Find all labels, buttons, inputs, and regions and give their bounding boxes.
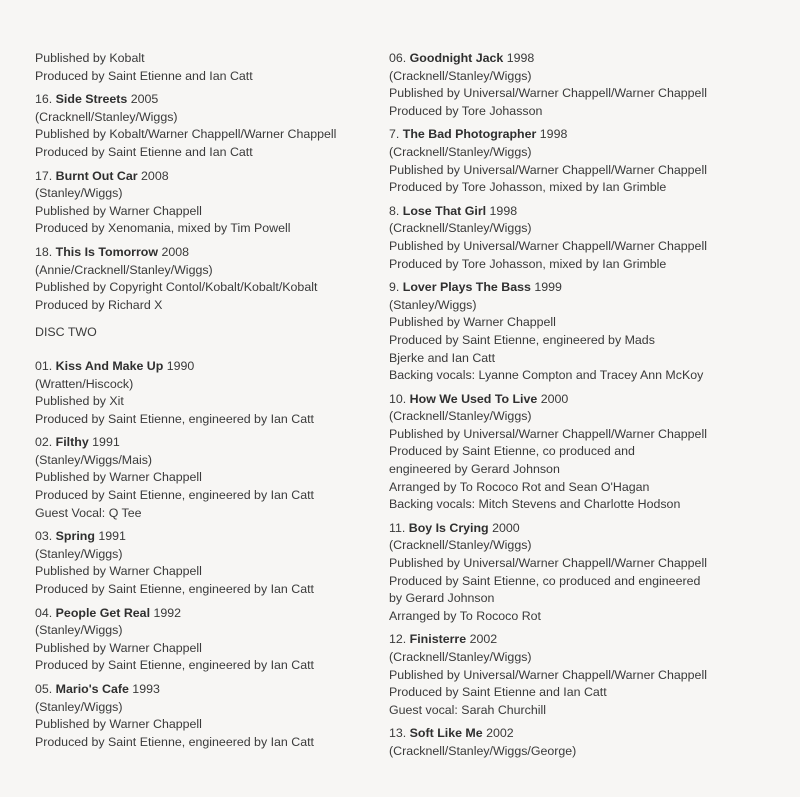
disc-two-heading: DISC TWO xyxy=(35,325,97,340)
track-title: Boy Is Crying xyxy=(408,520,489,535)
left-column xyxy=(35,50,336,751)
credit-line: (Cracknell/Stanley/Wiggs) xyxy=(389,409,532,424)
track-title: This Is Tomorrow xyxy=(55,244,159,259)
track-heading xyxy=(389,203,707,221)
credit-line: Published by Universal/Warner Chappell/Warner Chappell xyxy=(389,667,707,682)
track-heading xyxy=(35,681,336,699)
credit-line: (Cracknell/Stanley/Wiggs) xyxy=(389,144,532,159)
credit-line: Produced by Tore Johasson, mixed by Ian Grimble xyxy=(389,256,667,271)
track-title: People Get Real xyxy=(55,605,151,620)
track-title: Side Streets xyxy=(55,92,128,107)
track-year: 1992 xyxy=(150,605,182,620)
track-title: Mario's Cafe xyxy=(55,682,129,696)
track-entry xyxy=(35,528,336,598)
track-entry xyxy=(389,631,707,719)
credit-line: Backing vocals: Lyanne Compton and Tracey Ann McKoy xyxy=(389,368,704,383)
track-title: Soft Like Me xyxy=(409,726,483,741)
credit-line: Published by Warner Chappell xyxy=(35,203,202,218)
track-year: 2005 xyxy=(127,92,159,107)
credit-line: (Stanley/Wiggs) xyxy=(35,699,123,714)
track-heading xyxy=(389,631,707,649)
track-heading xyxy=(389,279,707,297)
track-heading xyxy=(35,528,336,546)
track-entry xyxy=(35,244,336,314)
credit-line: (Cracknell/Stanley/Wiggs) xyxy=(389,538,532,553)
track-title: Filthy xyxy=(55,435,89,450)
track-number: 9. xyxy=(389,280,403,295)
credit-line: Published by Warner Chappell xyxy=(389,315,556,330)
track-number: 02. xyxy=(35,435,56,450)
track-heading xyxy=(389,391,707,409)
credit-line: Produced by Tore Johasson xyxy=(389,103,543,118)
credit-line: (Cracknell/Stanley/Wiggs) xyxy=(389,650,532,664)
credit-line: (Stanley/Wiggs) xyxy=(35,546,123,561)
credit-line: Guest Vocal: Q Tee xyxy=(35,505,142,520)
track-list-disc-two-right xyxy=(389,50,707,761)
credit-line: Published by Warner Chappell xyxy=(35,640,202,655)
track-title: Finisterre xyxy=(409,632,467,647)
track-year: 2008 xyxy=(137,168,169,183)
credit-line: (Cracknell/Stanley/Wiggs) xyxy=(389,68,532,83)
credit-line: Published by Kobalt/Warner Chappell/Warner Chappell xyxy=(35,127,337,142)
track-year: 2000 xyxy=(537,391,569,406)
track-entry xyxy=(35,168,336,238)
track-number: 8. xyxy=(389,203,403,218)
credit-line: (Wratten/Hiscock) xyxy=(35,376,134,391)
credit-line: Published by Universal/Warner Chappell/Warner Chappell xyxy=(389,86,707,101)
track-number: 06. xyxy=(389,51,410,65)
track-number: 04. xyxy=(35,605,56,620)
track-year: 1993 xyxy=(128,682,160,696)
track-number: 13. xyxy=(389,726,410,741)
track-year: 1999 xyxy=(530,280,562,295)
track-number: 05. xyxy=(35,682,56,696)
credit-line: Published by Warner Chappell xyxy=(35,470,202,485)
track-list-disc-two-left xyxy=(35,358,336,751)
track-entry xyxy=(389,203,707,273)
credit-line: (Cracknell/Stanley/Wiggs/George) xyxy=(389,743,577,758)
credit-line: Produced by Saint Etienne, co produced and engineered xyxy=(389,573,701,588)
credit-line: Produced by Saint Etienne, engineered by Ian Catt xyxy=(35,582,314,597)
track-year: 1998 xyxy=(536,127,568,142)
track-title: Lose That Girl xyxy=(402,203,487,218)
credit-line: Produced by Saint Etienne, engineered by Ian Catt xyxy=(35,734,314,749)
track-heading xyxy=(35,434,336,452)
track-number: 16. xyxy=(35,92,56,107)
track-year: 1998 xyxy=(486,203,518,218)
credit-line: (Stanley/Wiggs) xyxy=(35,623,123,638)
track-entry xyxy=(389,279,707,385)
credit-line: Produced by Saint Etienne and Ian Catt xyxy=(389,685,607,700)
track-title: How We Used To Live xyxy=(409,391,538,406)
track-entry xyxy=(389,391,707,514)
track-entry xyxy=(35,605,336,675)
track-year: 2008 xyxy=(158,244,190,259)
credit-line: Produced by Saint Etienne and Ian Catt xyxy=(35,68,253,83)
credit-line: Arranged by To Rococo Rot xyxy=(389,608,541,623)
credit-line: Arranged by To Rococo Rot and Sean O'Hagan xyxy=(389,479,650,494)
credit-line: Guest vocal: Sarah Churchill xyxy=(389,702,547,717)
track-entry xyxy=(35,434,336,522)
track-year: 1998 xyxy=(503,51,535,65)
credit-line: Produced by Richard X xyxy=(35,297,163,312)
track-year: 1991 xyxy=(94,529,126,544)
track-number: 01. xyxy=(35,358,56,373)
credit-line: (Cracknell/Stanley/Wiggs) xyxy=(35,109,178,124)
track-year: 1990 xyxy=(163,358,195,373)
credit-line: (Stanley/Wiggs) xyxy=(389,297,477,312)
credit-line: Produced by Saint Etienne, co produced and xyxy=(389,444,635,459)
track-title: Lover Plays The Bass xyxy=(402,280,531,295)
track-heading xyxy=(35,358,336,376)
credit-line: Published by Universal/Warner Chappell/Warner Chappell xyxy=(389,556,707,571)
track-year: 2002 xyxy=(482,726,514,741)
track-entry xyxy=(389,50,707,120)
track-title: The Bad Photographer xyxy=(402,127,537,142)
track-entry xyxy=(35,91,336,161)
track-entry xyxy=(35,681,336,751)
track-heading xyxy=(389,126,707,144)
track-heading xyxy=(389,520,707,538)
credit-line: Produced by Saint Etienne, engineered by Ian Catt xyxy=(35,658,314,673)
track-heading xyxy=(35,605,336,623)
credit-line: (Cracknell/Stanley/Wiggs) xyxy=(389,221,532,236)
track-number: 17. xyxy=(35,168,56,183)
credit-line: Published by Copyright Contol/Kobalt/Kobalt/Kobalt xyxy=(35,280,318,295)
track-title: Spring xyxy=(55,529,95,544)
track-year: 1991 xyxy=(88,435,120,450)
credit-line: Produced by Tore Johasson, mixed by Ian Grimble xyxy=(389,180,667,195)
track-title: Goodnight Jack xyxy=(409,51,504,65)
credit-line: by Gerard Johnson xyxy=(389,591,495,606)
credit-line: Published by Kobalt xyxy=(35,51,145,65)
credit-line: Backing vocals: Mitch Stevens and Charlotte Hodson xyxy=(389,497,681,512)
track-heading xyxy=(35,91,336,109)
credit-line: Produced by Saint Etienne, engineered by Ian Catt xyxy=(35,488,314,503)
track-entry xyxy=(389,725,707,760)
credit-line: Produced by Saint Etienne and Ian Catt xyxy=(35,144,253,159)
track-heading xyxy=(35,244,336,262)
credit-line: Published by Xit xyxy=(35,394,124,409)
track-title: Kiss And Make Up xyxy=(55,358,164,373)
track-year: 2002 xyxy=(466,632,498,647)
credit-line: Published by Warner Chappell xyxy=(35,564,202,579)
track-year: 2000 xyxy=(488,520,520,535)
track-number: 7. xyxy=(389,127,403,142)
credit-line: Produced by Xenomania, mixed by Tim Powell xyxy=(35,221,291,236)
credit-line: (Stanley/Wiggs) xyxy=(35,186,123,201)
track-heading xyxy=(389,725,707,743)
credit-line: Produced by Saint Etienne, engineered by Mads xyxy=(389,332,655,347)
track-entry xyxy=(35,358,336,428)
credit-line: Published by Universal/Warner Chappell/Warner Chappell xyxy=(389,162,707,177)
credit-line: Published by Universal/Warner Chappell/Warner Chappell xyxy=(389,238,707,253)
track-heading xyxy=(35,168,336,186)
credit-line: Produced by Saint Etienne, engineered by Ian Catt xyxy=(35,411,314,426)
track-number: 10. xyxy=(389,391,410,406)
track-heading xyxy=(389,50,707,68)
track-list-disc-one-end xyxy=(35,50,336,314)
credit-line: engineered by Gerard Johnson xyxy=(389,462,560,477)
track-number: 18. xyxy=(35,244,56,259)
track-entry xyxy=(35,50,336,85)
track-number: 12. xyxy=(389,632,410,647)
right-column xyxy=(389,50,707,761)
track-number: 11. xyxy=(389,520,409,535)
credit-line: Published by Universal/Warner Chappell/Warner Chappell xyxy=(389,426,707,441)
credit-line: (Annie/Cracknell/Stanley/Wiggs) xyxy=(35,262,213,277)
track-title: Burnt Out Car xyxy=(55,168,138,183)
credit-line: Published by Warner Chappell xyxy=(35,717,202,732)
track-entry xyxy=(389,520,707,626)
credit-line: Bjerke and Ian Catt xyxy=(389,350,496,365)
credit-line: (Stanley/Wiggs/Mais) xyxy=(35,452,153,467)
track-entry xyxy=(389,126,707,196)
track-number: 03. xyxy=(35,529,56,544)
